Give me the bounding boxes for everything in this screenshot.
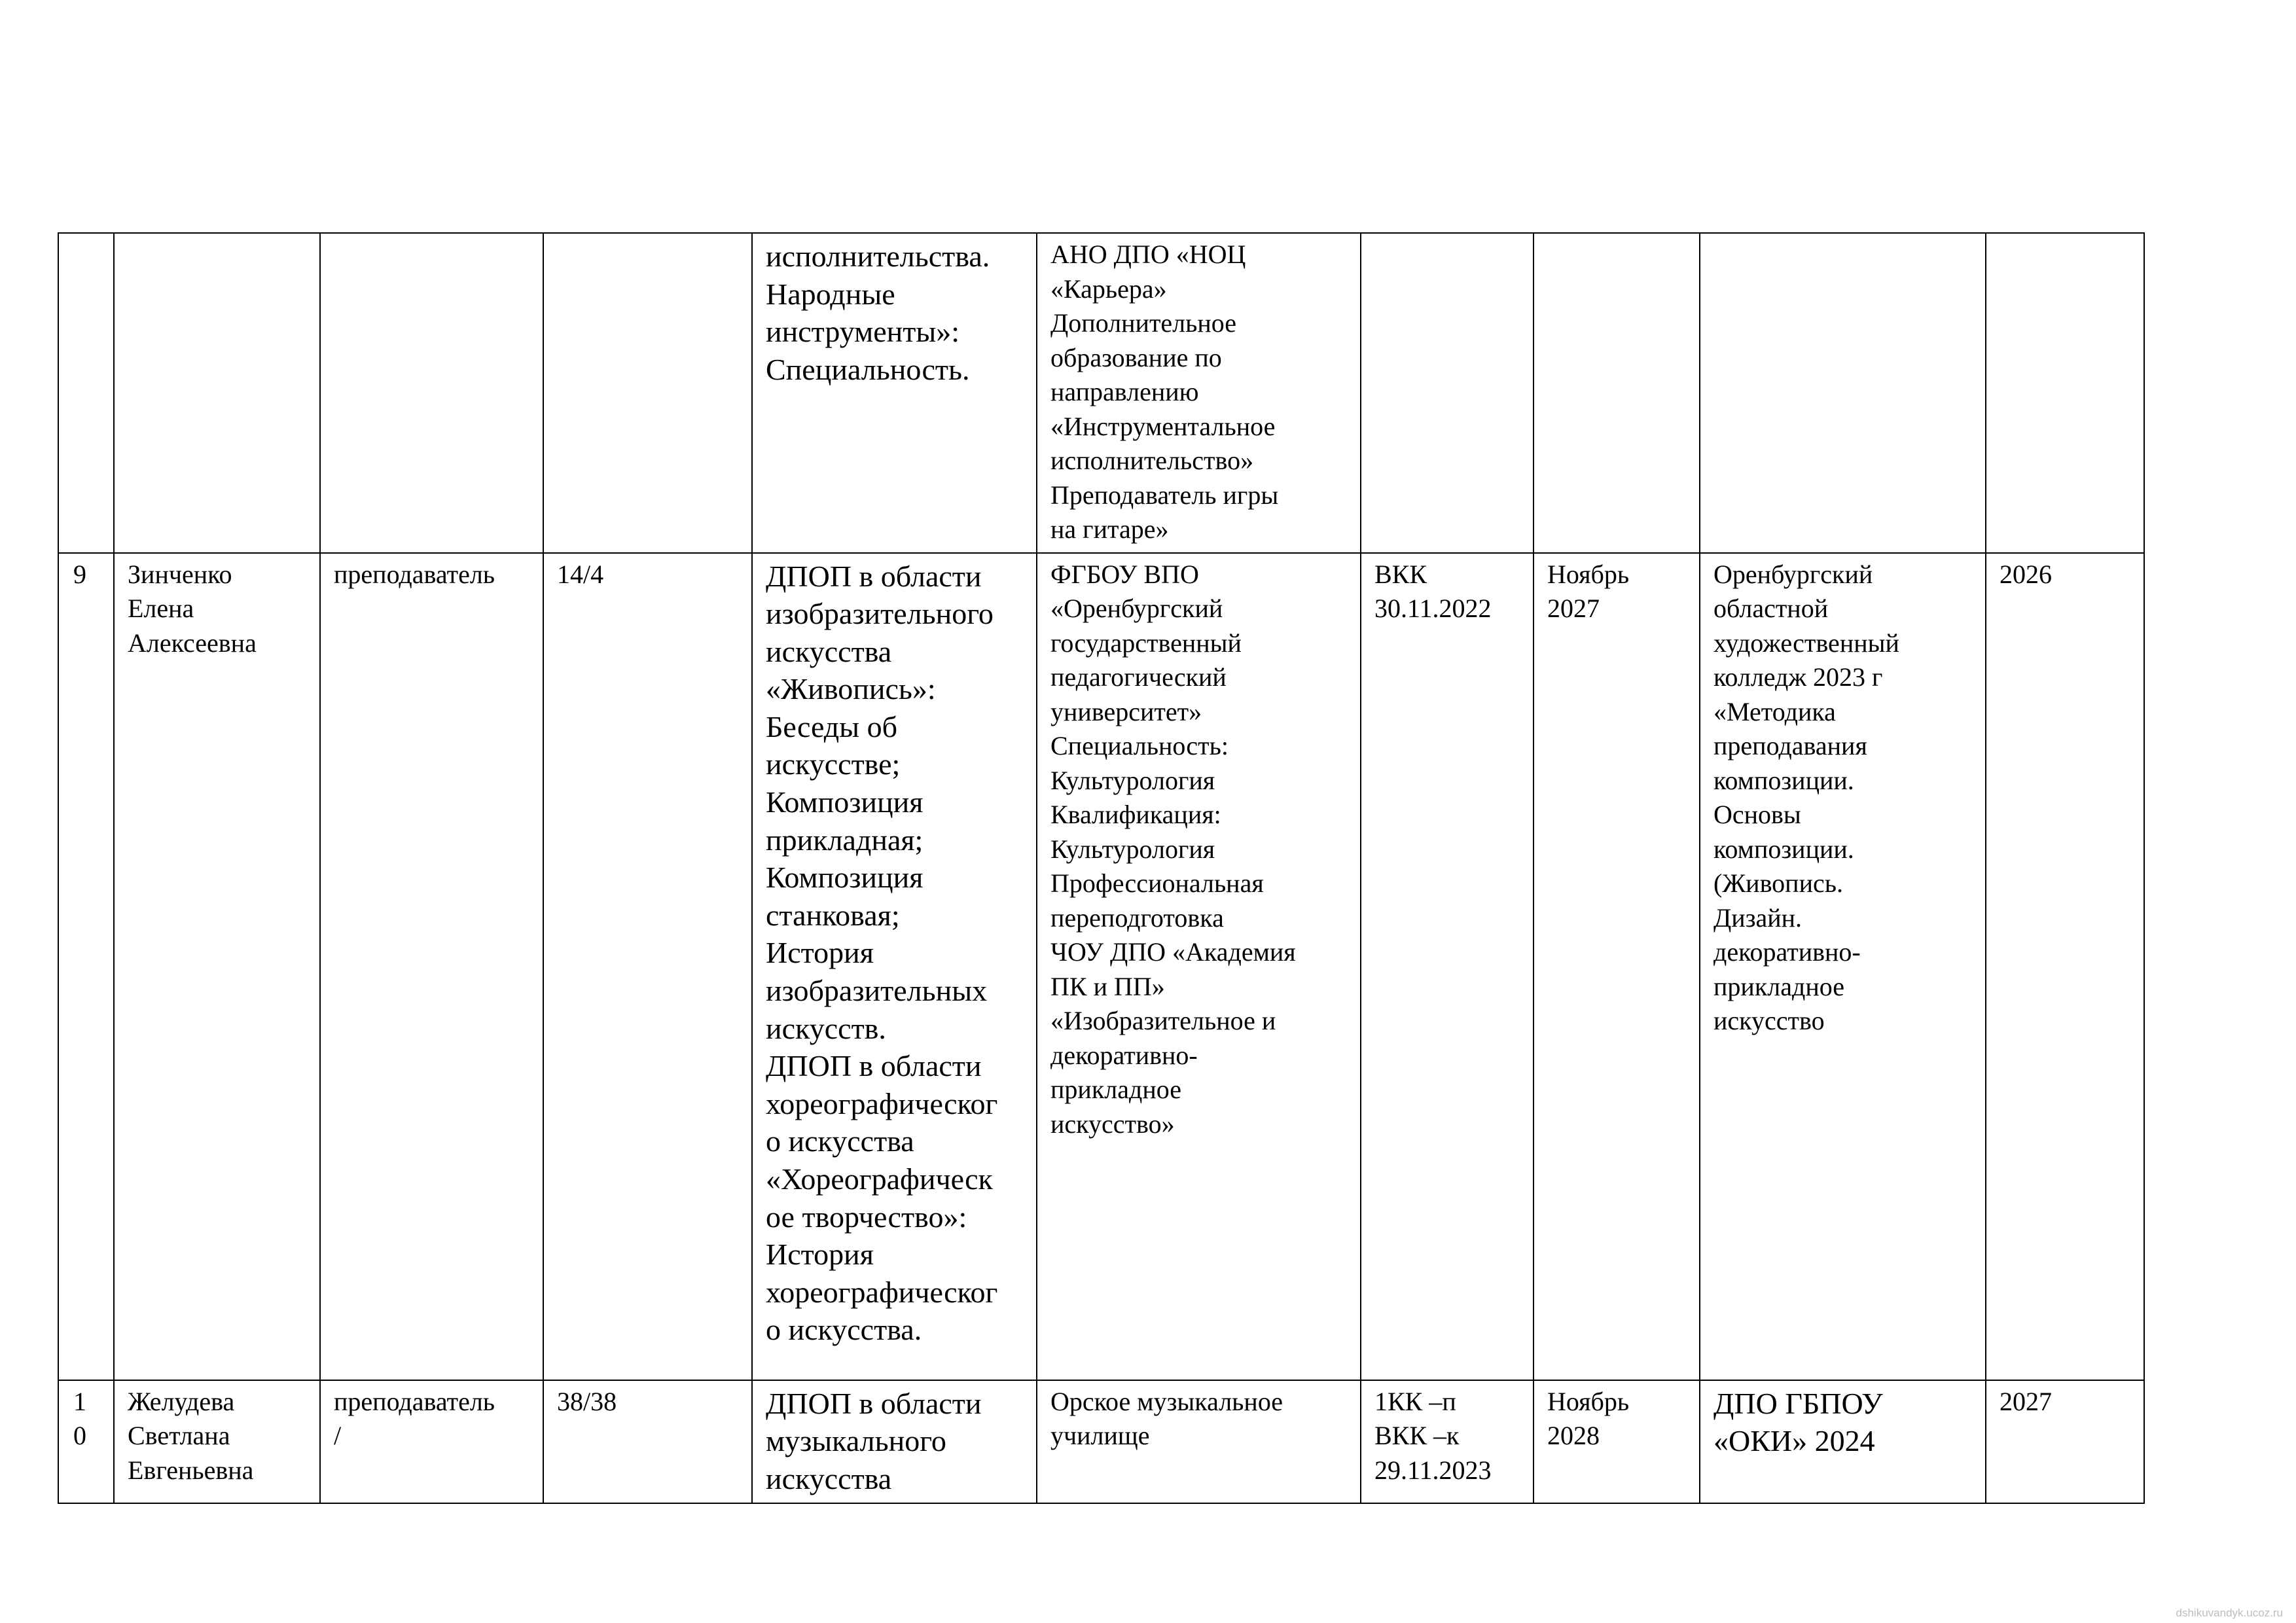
name-cell: Зинченко Елена Алексеевна [114, 553, 320, 1380]
hours-cell [543, 233, 752, 553]
next-attestation-cell [1534, 233, 1700, 553]
staff-table [58, 232, 2145, 1504]
education-cell: АНО ДПО «НОЦ «Карьера» Дополнительное образование по направлению «Инструментальное исполнительство» Преподаватель игры на гитаре» [1037, 233, 1361, 553]
subjects-cell: ДПОП в области изобразительного искусства «Живопись»: Беседы об искусстве; Композиция прикладная; Композиция станковая; История изобразительных искусств. ДПОП в области хореографическог о искусства «Хореографическ ое творчество»: История хореографическог о искусства. [752, 553, 1037, 1380]
category-cell: 1КК –п ВКК –к 29.11.2023 [1361, 1380, 1534, 1504]
position-cell: преподаватель [320, 553, 543, 1380]
next-courses-cell [1986, 233, 2144, 553]
next-attestation-cell: Ноябрь 2027 [1534, 553, 1700, 1380]
table-row [58, 233, 2144, 553]
education-cell: ФГБОУ ВПО «Оренбургский государственный педагогический университет» Специальность: Культурология Квалификация: Культурология Профессиональная переподготовка ЧОУ ДПО «Академия ПК и ПП» «Изобразительное и декоративно- прикладное искусство» [1037, 553, 1361, 1380]
row-number-cell: 9 [58, 553, 114, 1380]
name-cell [114, 233, 320, 553]
watermark: dshikuvandyk.ucoz.ru [2176, 1607, 2283, 1619]
name-cell: Желудева Светлана Евгеньевна [114, 1380, 320, 1504]
next-courses-cell: 2026 [1986, 553, 2144, 1380]
hours-cell: 14/4 [543, 553, 752, 1380]
hours-cell: 38/38 [543, 1380, 752, 1504]
row-number-cell: 1 0 [58, 1380, 114, 1504]
category-cell: ВКК 30.11.2022 [1361, 553, 1534, 1380]
position-cell [320, 233, 543, 553]
education-cell: Орское музыкальное училище [1037, 1380, 1361, 1504]
next-courses-cell: 2027 [1986, 1380, 2144, 1504]
courses-cell: ДПО ГБПОУ «ОКИ» 2024 [1700, 1380, 1986, 1504]
position-cell: преподаватель / [320, 1380, 543, 1504]
subjects-cell: ДПОП в области музыкального искусства [752, 1380, 1037, 1504]
subjects-cell: исполнительства. Народные инструменты»: Специальность. [752, 233, 1037, 553]
row-number-cell [58, 233, 114, 553]
table-row [58, 1380, 2144, 1504]
courses-cell: Оренбургский областной художественный колледж 2023 г «Методика преподавания композиции. Основы композиции. (Живопись. Дизайн. декоративно- прикладное искусство [1700, 553, 1986, 1380]
courses-cell [1700, 233, 1986, 553]
next-attestation-cell: Ноябрь 2028 [1534, 1380, 1700, 1504]
category-cell [1361, 233, 1534, 553]
table-row [58, 553, 2144, 1380]
